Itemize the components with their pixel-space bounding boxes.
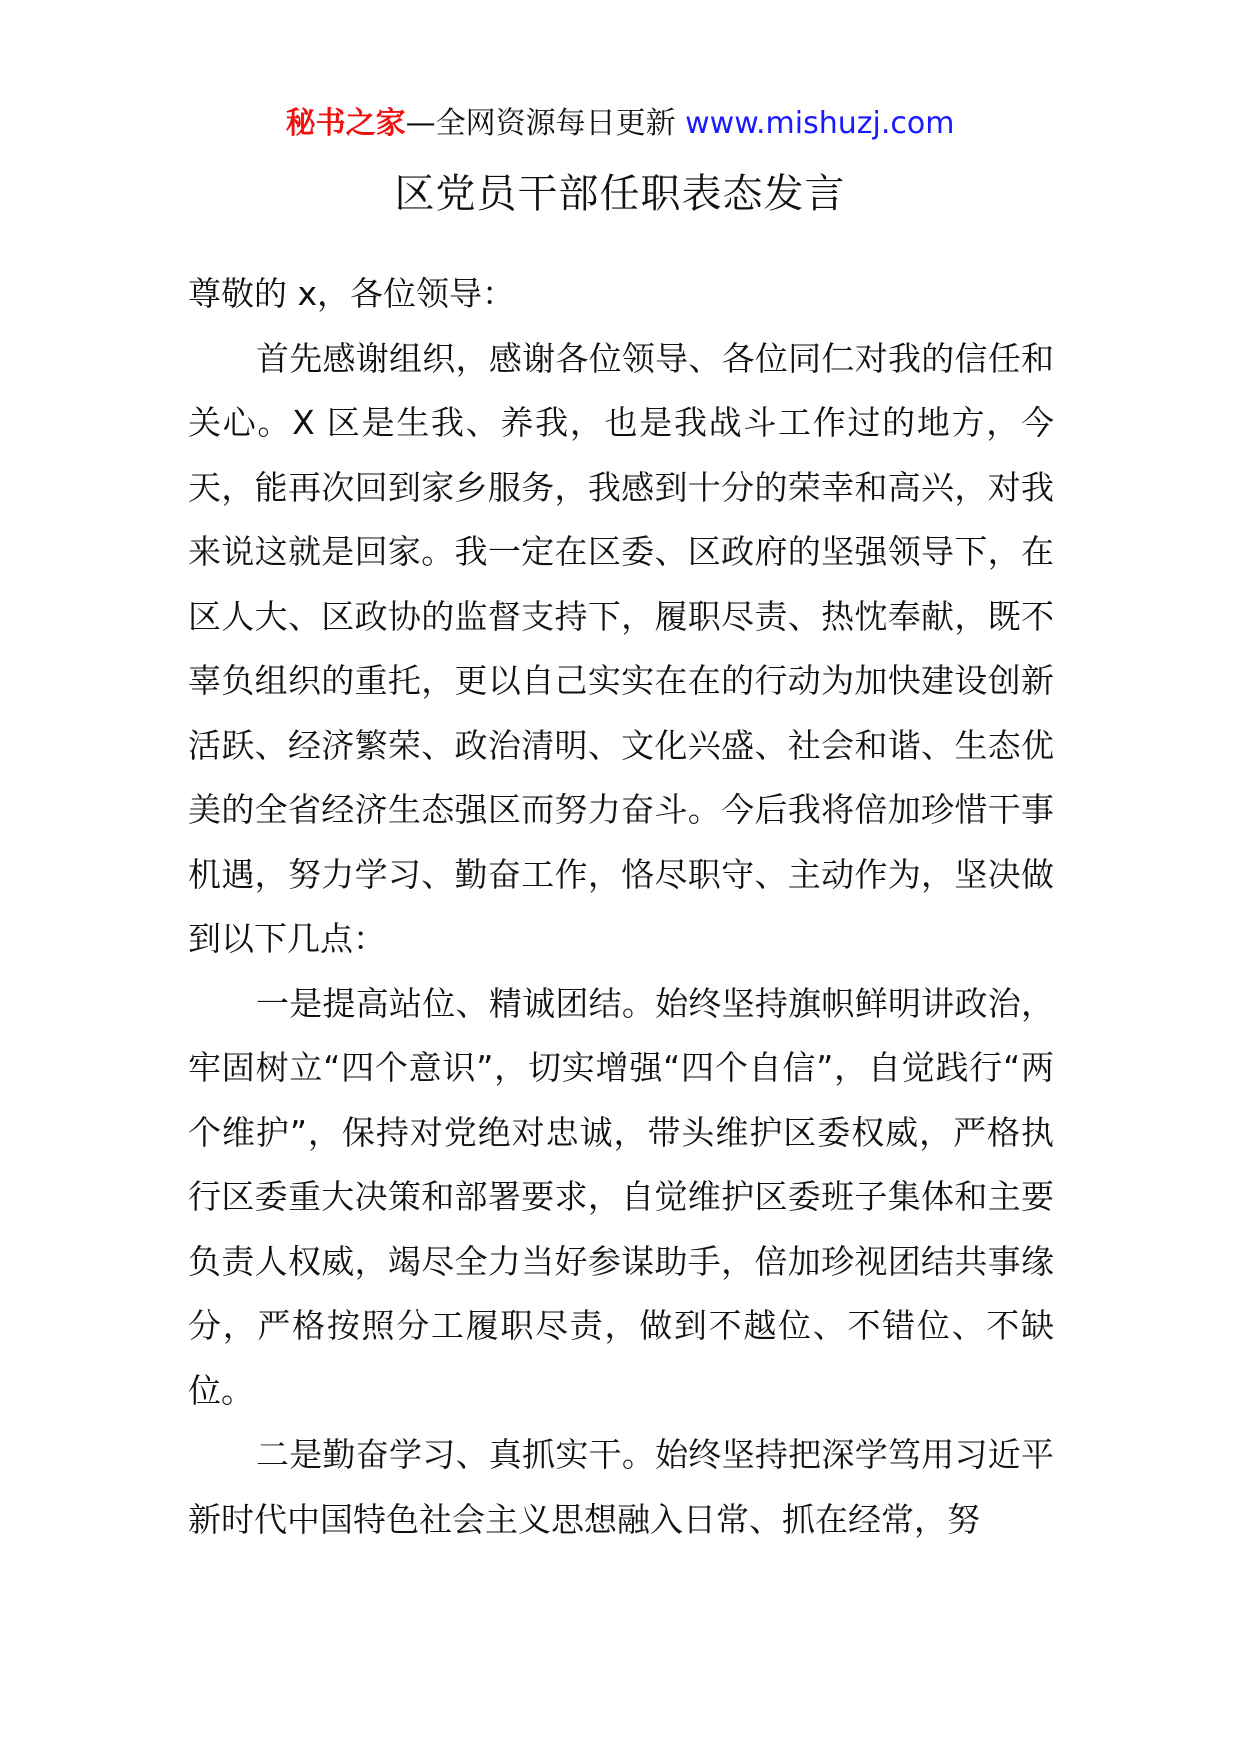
document-title: 区党员干部任职表态发言 bbox=[394, 171, 846, 217]
site-url-link[interactable]: www.mishuzj.com bbox=[685, 106, 955, 141]
salutation: 尊敬的 x，各位领导： bbox=[188, 274, 516, 313]
site-name: 秘书之家 bbox=[285, 106, 406, 141]
paragraph-intro: 首先感谢组织，感谢各位领导、各位同仁对我的信任和关心。X 区是生我、养我，也是我战斗工作过的地方，今天，能再次回到家乡服务，我感到十分的荣幸和高兴，对我来说这就是回家。我一定在区委、区政府的坚强领导下，在区人大、区政协的监督支持下，履职尽责、热忱奉献，既不辜负组织的重托，更以自己实实在在的行动为加快建设创新活跃、经济繁荣、政治清明、文化兴盛、社会和谐、生态优美的全省经济生态强区而努力奋斗。今后我将倍加珍惜干事机遇，努力学习、勤奋工作，恪尽职守、主动作为，坚决做到以下几点： bbox=[188, 338, 1054, 958]
site-header bbox=[0, 104, 1240, 144]
paragraph-point-one: 一是提高站位、精诚团结。始终坚持旗帜鲜明讲政治，牢固树立“四个意识”，切实增强“四个自信”，自觉践行“两个维护”，保持对党绝对忠诚，带头维护区委权威，严格执行区委重大决策和部署要求，自觉维护区委班子集体和主要负责人权威，竭尽全力当好参谋助手，倍加珍视团结共事缘分，严格按照分工履职尽责，做到不越位、不错位、不缺位。 bbox=[188, 983, 1054, 1410]
document-body bbox=[188, 262, 1054, 1552]
paragraph-point-two: 二是勤奋学习、真抓实干。始终坚持把深学笃用习近平新时代中国特色社会主义思想融入日常、抓在经常，努 bbox=[188, 1435, 1054, 1539]
site-slogan: —全网资源每日更新 bbox=[405, 106, 676, 141]
